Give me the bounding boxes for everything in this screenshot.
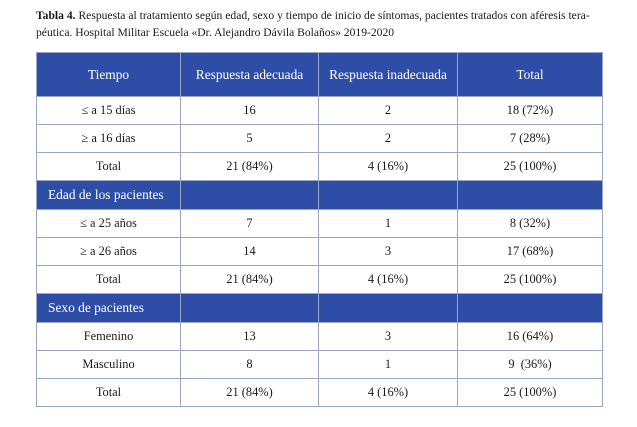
row-label: ≥ a 26 años [37,238,181,266]
col-header-respuesta-adecuada: Respuesta adecuada [181,53,319,97]
table-row [37,323,603,351]
cell-adecuada: 8 [181,351,319,379]
cell-total: 25 (100%) [458,266,603,294]
cell-inadecuada: 1 [319,351,458,379]
table-row [37,97,603,125]
col-header-total: Total [458,53,603,97]
caption-label: Tabla 4. [36,9,76,22]
table-row-total [37,153,603,181]
cell-inadecuada: 4 (16%) [319,266,458,294]
row-label: ≤ a 15 días [37,97,181,125]
table-caption [36,7,616,41]
row-label: ≥ a 16 días [37,125,181,153]
cell-adecuada: 16 [181,97,319,125]
cell-total: 25 (100%) [458,379,603,407]
section-title: Edad de los pacientes [37,181,181,210]
row-label: ≤ a 25 años [37,210,181,238]
cell-total: 16 (64%) [458,323,603,351]
cell-adecuada: 21 (84%) [181,379,319,407]
caption-text: Respuesta al tratamiento según edad, sexo y tiempo de inicio de síntomas, pacientes tratados con aféresis tera- [78,9,590,22]
cell-adecuada: 21 (84%) [181,153,319,181]
cell-adecuada: 5 [181,125,319,153]
caption-text-line2: péutica. Hospital Militar Escuela «Dr. Alejandro Dávila Bolaños» 2019-2020 [36,26,395,39]
section-empty-cell [181,294,319,323]
cell-total: 17 (68%) [458,238,603,266]
cell-total: 25 (100%) [458,153,603,181]
cell-inadecuada: 3 [319,238,458,266]
cell-adecuada: 7 [181,210,319,238]
table-row [37,125,603,153]
section-header-edad [37,181,603,210]
cell-inadecuada: 2 [319,97,458,125]
cell-adecuada: 21 (84%) [181,266,319,294]
table-row [37,351,603,379]
table-row [37,238,603,266]
results-table [36,52,603,407]
section-empty-cell [458,181,603,210]
row-label: Total [37,379,181,407]
row-label: Total [37,153,181,181]
cell-total: 7 (28%) [458,125,603,153]
row-label: Total [37,266,181,294]
cell-adecuada: 13 [181,323,319,351]
cell-adecuada: 14 [181,238,319,266]
row-label: Femenino [37,323,181,351]
section-empty-cell [181,181,319,210]
table-row [37,210,603,238]
section-empty-cell [458,294,603,323]
col-header-respuesta-inadecuada: Respuesta inadecuada [319,53,458,97]
cell-inadecuada: 2 [319,125,458,153]
cell-total: 18 (72%) [458,97,603,125]
section-title: Sexo de pacientes [37,294,181,323]
cell-inadecuada: 1 [319,210,458,238]
cell-inadecuada: 4 (16%) [319,379,458,407]
table-row-total [37,266,603,294]
row-label: Masculino [37,351,181,379]
cell-inadecuada: 4 (16%) [319,153,458,181]
section-empty-cell [319,294,458,323]
table-row-total [37,379,603,407]
cell-inadecuada: 3 [319,323,458,351]
section-empty-cell [319,181,458,210]
cell-total: 8 (32%) [458,210,603,238]
header-row [37,53,603,97]
cell-total: 9 (36%) [458,351,603,379]
section-header-sexo [37,294,603,323]
col-header-tiempo: Tiempo [37,53,181,97]
